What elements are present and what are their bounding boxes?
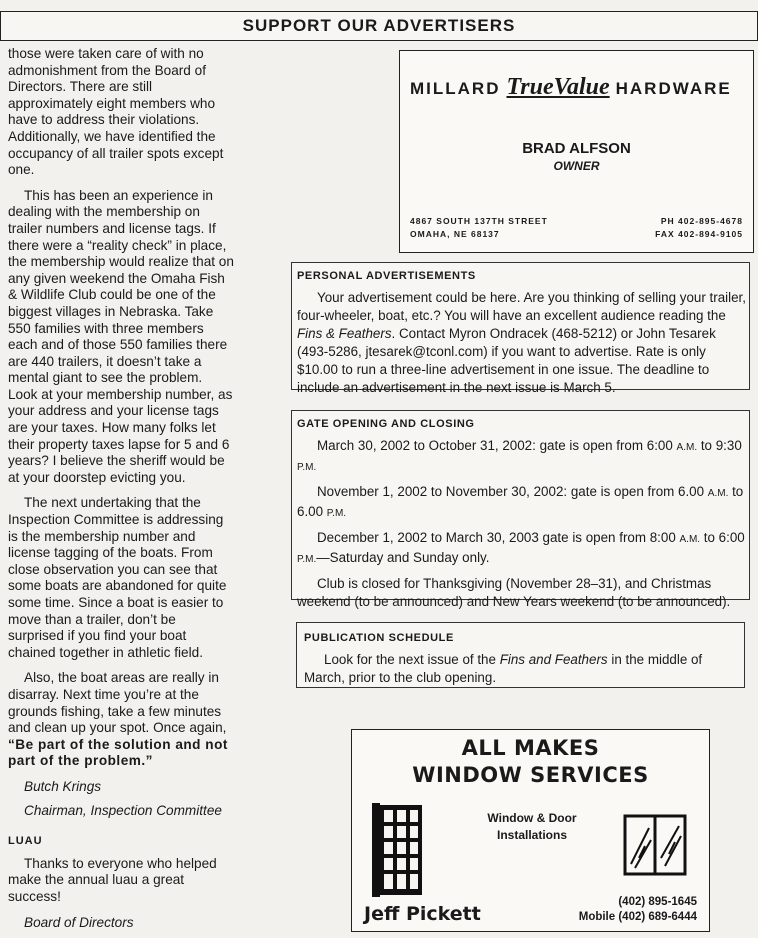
paragraph: This has been an experience in dealing with the membership on trailer numbers and license tags. If there were a “reality check” in place, the membership would realize that on any given weekend the Omaha Fish & Wildlife Club could be one of the biggest villages in Nebraska. Take 550 families with three members each and of those 550 families there are 440 trailers, it doesn’t take a mental giant to see the problem. Look at your membership number, as your address and your license tags are your taxes. How many folks let their property taxes lapse for 5 and 6 years? I believe the sheriff would be at your doorstep evicting you. [8, 187, 234, 485]
window-icon [623, 814, 687, 876]
window-ad-title-1: ALL MAKES [461, 736, 600, 760]
am-label: A.M. [707, 488, 729, 499]
text-run: Look for the next issue of the [324, 652, 500, 667]
mobile-phone: Mobile (402) 689-6444 [578, 911, 697, 923]
text-run: to 9:30 [697, 438, 742, 453]
section-title: SUPPORT OUR ADVERTISERS [242, 16, 516, 35]
store-fax: FAX 402-894-9105 [655, 229, 743, 239]
gate-line-1 [297, 437, 749, 477]
text-run: March 30, 2002 to October 31, 2002: gate is open from 6:00 [317, 438, 677, 453]
paragraph-text: Also, the boat areas are really in disarray. Next time you’re at the grounds fishing, take a few minutes and clean up your spot. Once again, [8, 670, 227, 736]
personal-ads-box [291, 262, 750, 395]
window-services-ad [351, 729, 710, 932]
door-icon [370, 801, 430, 899]
luau-text: Thanks to everyone who helped make the annual luau a great success! [8, 855, 217, 904]
paragraph [8, 670, 234, 770]
pm-label: P.M. [297, 554, 317, 565]
address-line-2: OMAHA, NE 68137 [410, 229, 500, 239]
services-text [452, 810, 612, 844]
brand-left: MILLARD [410, 79, 501, 98]
publication-name: Fins & Feathers [297, 326, 392, 341]
luau-signature: Board of Directors [24, 914, 134, 930]
paragraph: those were taken care of with no admonishment from the Board of Directors. There are still approximately eight members who have to address their violations. Additionally, we have identified the occupancy of all trailer spots except one. [8, 46, 224, 178]
address-line-1: 4867 SOUTH 137TH STREET [410, 216, 548, 226]
publication-text [304, 651, 744, 687]
luau-heading: LUAU [8, 835, 43, 848]
am-label: A.M. [679, 534, 701, 545]
publication-name: Fins and Feathers [499, 652, 608, 667]
text-run: in the middle of March, prior to the club opening. [304, 652, 703, 685]
personal-ads-text [297, 289, 749, 397]
gate-line-4: Club is closed for Thanksgiving (November 28–31), and Christmas weekend (to be announced) and New Years weekend (to be announced). [297, 576, 731, 609]
text-run: —Saturday and Sunday only. [316, 550, 490, 565]
text-run: to 6.00 [297, 484, 744, 519]
hardware-brand [410, 74, 732, 101]
owner-name: BRAD ALFSON [522, 140, 631, 157]
truevalue-logo: TrueValue [506, 74, 610, 100]
pm-label: P.M. [326, 508, 347, 519]
publication-heading: PUBLICATION SCHEDULE [304, 632, 454, 644]
gate-line-2 [297, 483, 749, 523]
text-run: . Contact Myron Ondracek (468-5212) or John Tesarek (493-5286, jtesarek@tconl.com) if you want to advertise. Rate is only $10.00 to run a three-line advertisement in one issue. The deadline to include an advertisement in the next issue is March 5. [297, 326, 716, 395]
contact-phones [579, 895, 697, 925]
pm-label: P.M. [297, 462, 317, 473]
am-label: A.M. [676, 442, 698, 453]
owner-role: OWNER [553, 159, 600, 173]
text-run: to 6:00 [700, 530, 745, 545]
paragraph: The next undertaking that the Inspection Committee is addressing is the membership number and license tagging of the boats. From close observation you can see that some boats are abandoned for quite some time. Since a boat is easier to move than a trailer, don’t be surprised if you find your boat chained together in athletic field. [8, 495, 227, 660]
gate-line-3 [297, 529, 749, 569]
slogan-quote: “Be part of the solution and not part of the problem.” [8, 736, 228, 769]
text-run: December 1, 2002 to March 30, 2003 gate is open from 8:00 [317, 530, 680, 545]
brand-right: HARDWARE [615, 79, 732, 98]
text-run: November 1, 2002 to November 30, 2002: gate is open from 6.00 [317, 484, 708, 499]
office-phone: (402) 895-1645 [618, 896, 697, 908]
section-header-bar [0, 11, 758, 41]
gate-heading: GATE OPENING AND CLOSING [297, 418, 475, 430]
store-phone: PH 402-895-4678 [660, 216, 743, 226]
service-line-1: Window & Door [487, 811, 577, 825]
personal-ads-heading: PERSONAL ADVERTISEMENTS [297, 270, 476, 282]
publication-schedule-box [296, 622, 745, 688]
left-column-article [8, 46, 234, 938]
window-ad-title-2: WINDOW SERVICES [412, 763, 649, 787]
contact-name: Jeff Pickett [364, 903, 481, 925]
service-line-2: Installations [496, 828, 567, 842]
store-address [410, 215, 548, 241]
hardware-ad [399, 50, 754, 253]
signature-name: Butch Krings [24, 778, 102, 794]
gate-schedule-box [291, 410, 750, 609]
store-contact [655, 215, 743, 241]
text-run: Your advertisement could be here. Are you thinking of selling your trailer, four-wheeler, boat, etc.? You will have an excellent audience reading the [297, 290, 746, 323]
signature-title: Chairman, Inspection Committee [24, 802, 222, 818]
